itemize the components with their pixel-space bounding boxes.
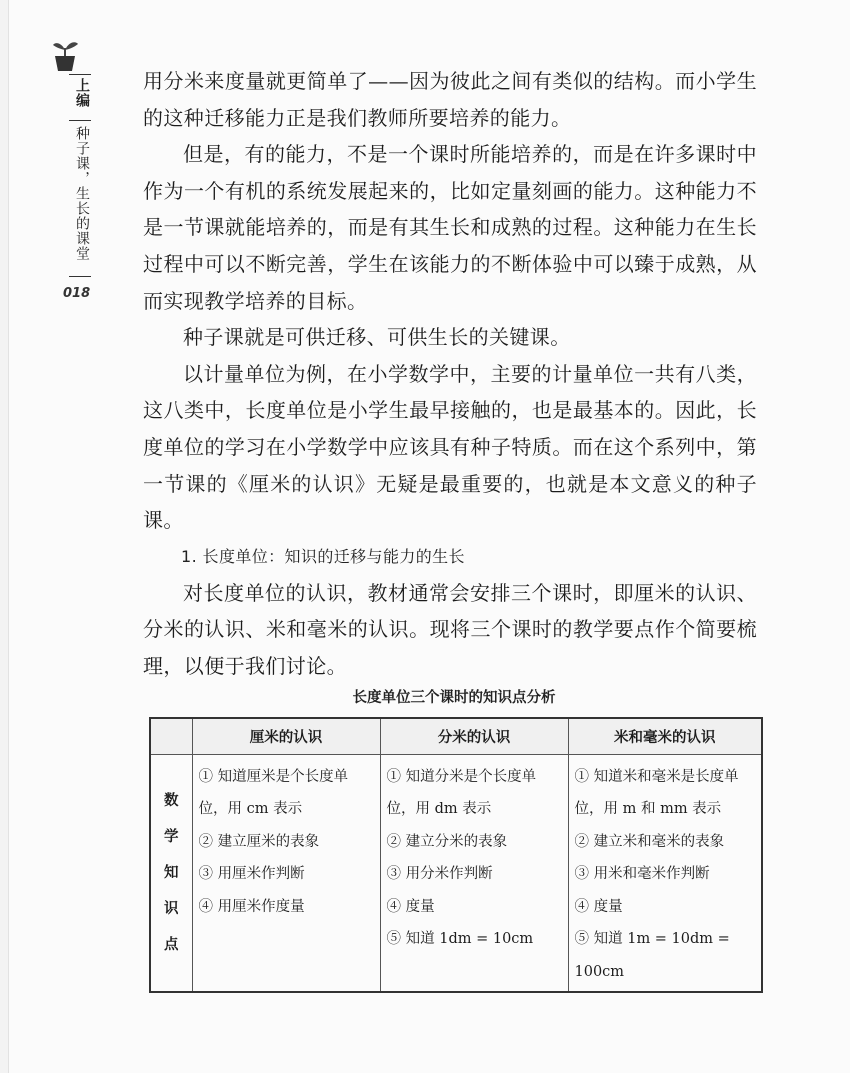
list-item: ③ 用分米作判断 [386,866,493,882]
sidebar-rule-bottom [69,276,91,277]
list-item: ② 建立分米的表象 [386,833,508,850]
list-item: ① 知道厘米是个长度单位，用 cm 表示 [198,768,349,817]
sidebar-part-label: 上编 [74,78,90,108]
row-label-char: 知 [164,864,179,881]
list-item: ① 知道分米是个长度单位，用 dm 表示 [386,768,537,817]
table-header-cell: 厘米的认识 [192,718,380,754]
paragraph: 但是，有的能力，不是一个课时所能培养的，而是在许多课时中作为一个有机的系统发展起来的，比如定量刻画的能力。这种能力不是一节课就能培养的，而是有其生长和成熟的过程。这种能力在生长过程中可以不断完善，学生在该能力的不断体验中可以臻于成熟，从而实现教学培养的目标。 [143,142,757,313]
section-heading: 1. 长度单位：知识的迁移与能力的生长 [181,546,465,566]
table-cell-centimeter [192,754,380,992]
page-sidebar [31,28,91,308]
row-label [150,754,192,992]
list-item: ⑤ 知道 1dm = 10cm [386,931,534,947]
sidebar-chapter-title: 种子课，生长的课堂 [74,126,90,261]
book-page [8,0,850,1073]
row-label-char: 数 [164,792,179,809]
table-cell-meter-millimeter [568,754,762,992]
table-header-cell: 分米的认识 [380,718,568,754]
paragraph: 对长度单位的认识，教材通常会安排三个课时，即厘米的认识、分米的认识、米和毫米的认识。现将三个课时的教学要点作个简要梳理，以便于我们讨论。 [143,580,757,678]
table-header-corner [150,718,192,754]
list-item: ④ 用厘米作度量 [198,898,305,915]
list-item: ④ 度量 [386,898,435,915]
seedling-pot-icon [51,36,79,72]
list-item: ⑤ 知道 1m = 10dm = 100cm [574,931,730,980]
sidebar-rule-middle [69,120,91,121]
row-label-char: 点 [164,936,179,953]
list-item: ② 建立米和毫米的表象 [574,833,725,850]
sidebar-rule-top [69,74,91,75]
table-row [150,754,762,992]
row-label-char: 识 [164,900,179,917]
list-item: ③ 用米和毫米作判断 [574,866,710,882]
row-label-char: 学 [164,828,179,845]
paragraph: 种子课就是可供迁移、可供生长的关键课。 [183,325,571,350]
table-caption: 长度单位三个课时的知识点分析 [352,690,556,706]
table-header-cell: 米和毫米的认识 [568,718,762,754]
paragraph: 以计量单位为例，在小学数学中，主要的计量单位一共有八类，这八类中，长度单位是小学生最早接触的，也是最基本的。因此，长度单位的学习在小学数学中应该具有种子特质。而在这个系列中，第一节课的《厘米的认识》无疑是最重要的，也就是本文意义的种子课。 [143,361,757,533]
knowledge-table [149,717,763,993]
body-text [143,63,757,685]
list-item: ② 建立厘米的表象 [198,833,320,850]
paragraph: 用分米来度量就更简单了——因为彼此之间有类似的结构。而小学生的这种迁移能力正是我们教师所要培养的能力。 [143,69,757,130]
table-cell-decimeter [380,754,568,992]
list-item: ③ 用厘米作判断 [198,866,305,882]
table-header-row [150,718,762,754]
list-item: ④ 度量 [574,898,623,915]
page-number: 018 [63,286,91,301]
list-item: ① 知道米和毫米是长度单位，用 m 和 mm 表示 [574,768,739,817]
